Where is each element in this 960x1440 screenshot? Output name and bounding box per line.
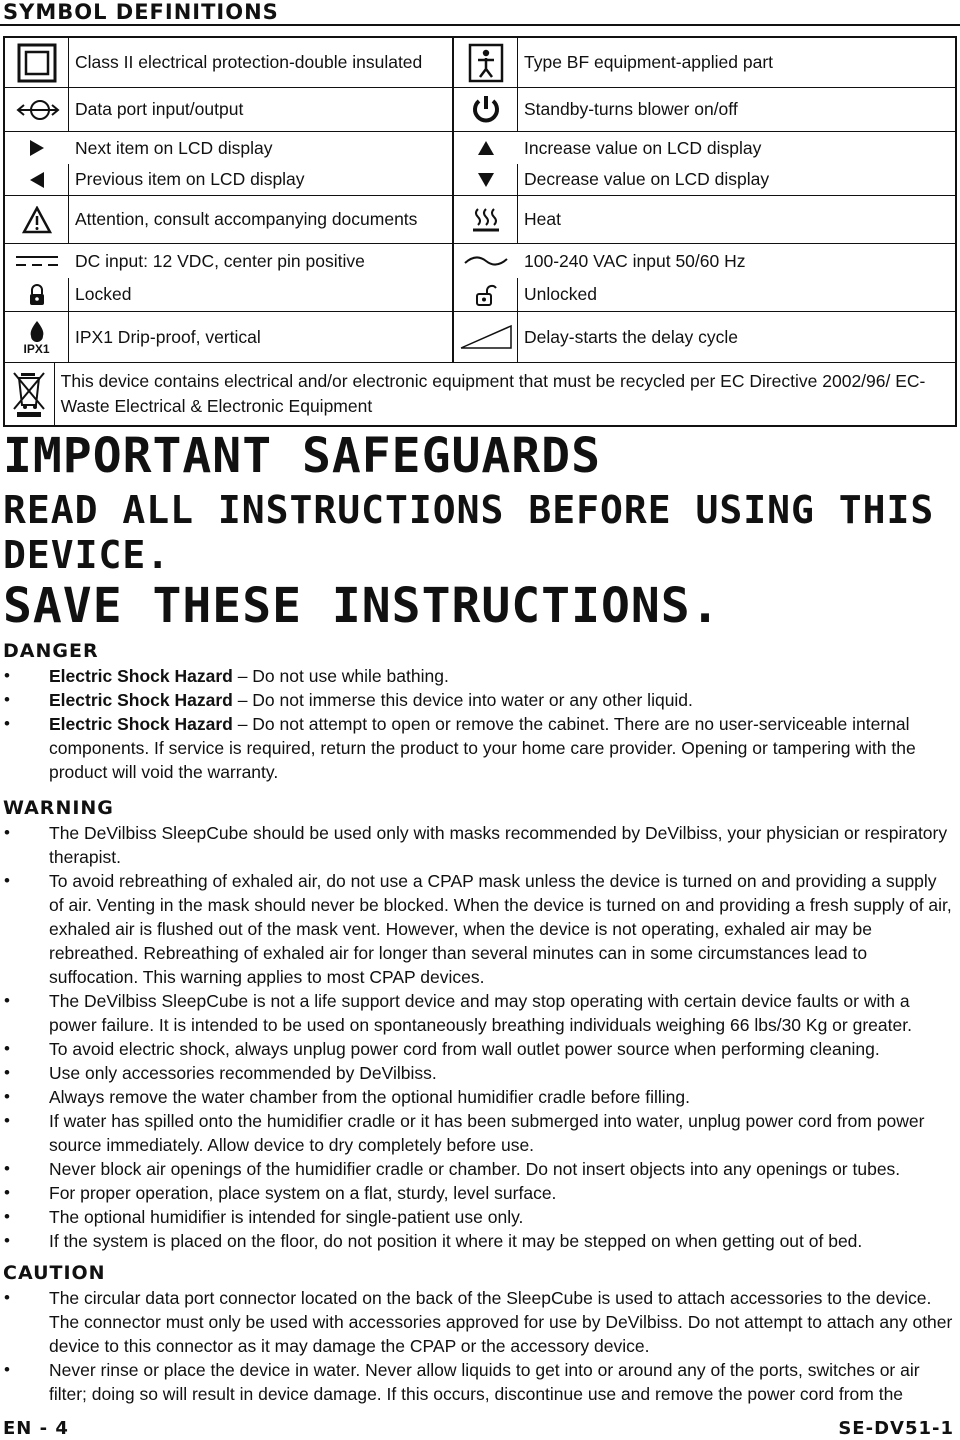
warning-triangle-icon: [5, 196, 69, 244]
list-item: [0, 712, 955, 784]
symbol-label: Decrease value on LCD display: [518, 164, 955, 196]
triangle-left-icon: [5, 164, 69, 196]
symbol-label: Locked: [69, 278, 454, 312]
important-safeguards-heading: IMPORTANT SAFEGUARDS: [3, 428, 601, 484]
symbol-label: Unlocked: [518, 278, 955, 312]
type-bf-person-icon: [454, 38, 518, 88]
symbol-row: [5, 132, 955, 164]
warning-list: [0, 821, 955, 1253]
document-code: SE-DV51-1: [838, 1418, 954, 1439]
hazard-text: – Do not immerse this device into water or any other liquid.: [232, 690, 693, 710]
ipx1-label: IPX1: [23, 342, 50, 356]
weee-bin-icon: [5, 363, 55, 425]
hazard-text: – Do not attempt to open or remove the cabinet. There are no user-serviceable internal components. If service is required, return the product to your home care provider. Opening or tampering with the product will void the warranty.: [49, 714, 916, 782]
weee-row: [5, 362, 955, 425]
title-rule: [0, 24, 960, 26]
list-item: • Never rinse or place the device in water. Never allow liquids to get into or around any of the ports, switches or air filter; doing so will result in device damage. If this occurs, discontinue use and remove the power cord from the: [0, 1358, 955, 1406]
symbol-row: [5, 88, 955, 132]
page-number: EN - 4: [3, 1418, 69, 1439]
ac-wave-icon: [454, 244, 518, 278]
data-port-icon: [5, 88, 69, 132]
list-item: [0, 688, 955, 712]
weee-statement: This device contains electrical and/or electronic equipment that must be recycled per EC Directive 2002/96/ EC-Waste Electrical & Electronic Equipment: [60, 371, 926, 416]
hazard-label: Electric Shock Hazard: [49, 666, 233, 686]
symbol-label: Delay-starts the delay cycle: [524, 326, 738, 347]
class-ii-square-icon: [5, 38, 69, 88]
list-item: • The optional humidifier is intended for single-patient use only.: [0, 1205, 955, 1229]
symbol-label: Increase value on LCD display: [524, 137, 762, 158]
symbol-table: [3, 36, 957, 427]
unlock-icon: [454, 278, 518, 312]
list-item: • Never block air openings of the humidifier cradle or chamber. Do not insert objects into any openings or tubes.: [0, 1157, 955, 1181]
read-instructions-heading: READ ALL INSTRUCTIONS BEFORE USING THIS DEVICE.: [3, 488, 935, 577]
danger-heading: DANGER: [3, 640, 99, 662]
delay-ramp-icon: [454, 312, 518, 362]
list-item: • For proper operation, place system on a flat, sturdy, level surface.: [0, 1181, 955, 1205]
danger-list: [0, 664, 955, 784]
ipx1-drip-icon: [5, 312, 69, 362]
symbol-label: DC input: 12 VDC, center pin positive: [69, 244, 454, 278]
triangle-down-icon: [454, 164, 518, 196]
lock-icon: [5, 278, 69, 312]
list-item: • Use only accessories recommended by DeVilbiss.: [0, 1061, 955, 1085]
symbol-label: Type BF equipment-applied part: [518, 38, 955, 88]
list-item: • To avoid rebreathing of exhaled air, do not use a CPAP mask unless the device is turned on and providing a supply of air. Venting in the mask should never be blocked. When the device is turned on and providing a fresh supply of air, exhaled air is flushed out of the mask vent. However, when the device is not operating, exhaled air may be rebreathed. Rebreathing of exhaled air for longer than several minutes can in some circumstances lead to suffocation. This warning applies to most CPAP devices.: [0, 869, 955, 989]
symbol-label: Previous item on LCD display: [69, 164, 454, 196]
symbol-row: [5, 278, 955, 312]
list-item: • To avoid electric shock, always unplug power cord from wall outlet power source when performing cleaning.: [0, 1037, 955, 1061]
list-item: • The circular data port connector located on the back of the SleepCube is used to attach accessories to the device. The connector must only be used with accessories approved for use by DeVilbiss. Do not attempt to attach any other device to this connector as it may damage the CPAP or the accessory device.: [0, 1286, 955, 1358]
symbol-label: Attention, consult accompanying documents: [69, 196, 454, 244]
symbol-row: [5, 244, 955, 278]
list-item: • If water has spilled onto the humidifier cradle or it has been submerged into water, unplug power cord from power source immediately. Allow device to dry completely before use.: [0, 1109, 955, 1157]
list-item: [0, 664, 955, 688]
symbol-label: Standby-turns blower on/off: [518, 88, 955, 132]
standby-power-icon: [454, 88, 518, 132]
save-instructions-heading: SAVE THESE INSTRUCTIONS.: [3, 578, 721, 634]
triangle-right-icon: [5, 132, 69, 164]
hazard-label: Electric Shock Hazard: [49, 690, 233, 710]
warning-heading: WARNING: [3, 797, 114, 819]
symbol-row: [5, 196, 955, 244]
list-item: • Always remove the water chamber from the optional humidifier cradle before filling.: [0, 1085, 955, 1109]
symbol-row: [5, 312, 955, 362]
symbol-definitions-title: SYMBOL DEFINITIONS: [3, 0, 279, 24]
symbol-row: [5, 38, 955, 88]
list-item: • The DeVilbiss SleepCube should be used only with masks recommended by DeVilbiss, your physician or respiratory therapist.: [0, 821, 955, 869]
symbol-label: Class II electrical protection-double insulated: [69, 38, 454, 88]
list-item: • If the system is placed on the floor, do not position it where it may be stepped on when getting out of bed.: [0, 1229, 955, 1253]
caution-list: [0, 1286, 955, 1406]
symbol-label: Data port input/output: [69, 88, 454, 132]
symbol-label: Heat: [518, 196, 955, 244]
heat-icon: [454, 196, 518, 244]
symbol-label: Next item on LCD display: [69, 132, 454, 164]
dc-input-icon: [5, 244, 69, 278]
triangle-up-icon: [454, 132, 518, 164]
hazard-text: – Do not use while bathing.: [232, 666, 449, 686]
symbol-label: IPX1 Drip-proof, vertical: [69, 312, 454, 362]
hazard-label: Electric Shock Hazard: [49, 714, 233, 734]
symbol-row: [5, 164, 955, 196]
list-item: • The DeVilbiss SleepCube is not a life support device and may stop operating with certain device faults or with a power failure. It is intended to be used on spontaneously breathing individuals weighing 66 lbs/30 Kg or greater.: [0, 989, 955, 1037]
symbol-label: 100-240 VAC input 50/60 Hz: [524, 250, 746, 271]
caution-heading: CAUTION: [3, 1262, 106, 1284]
